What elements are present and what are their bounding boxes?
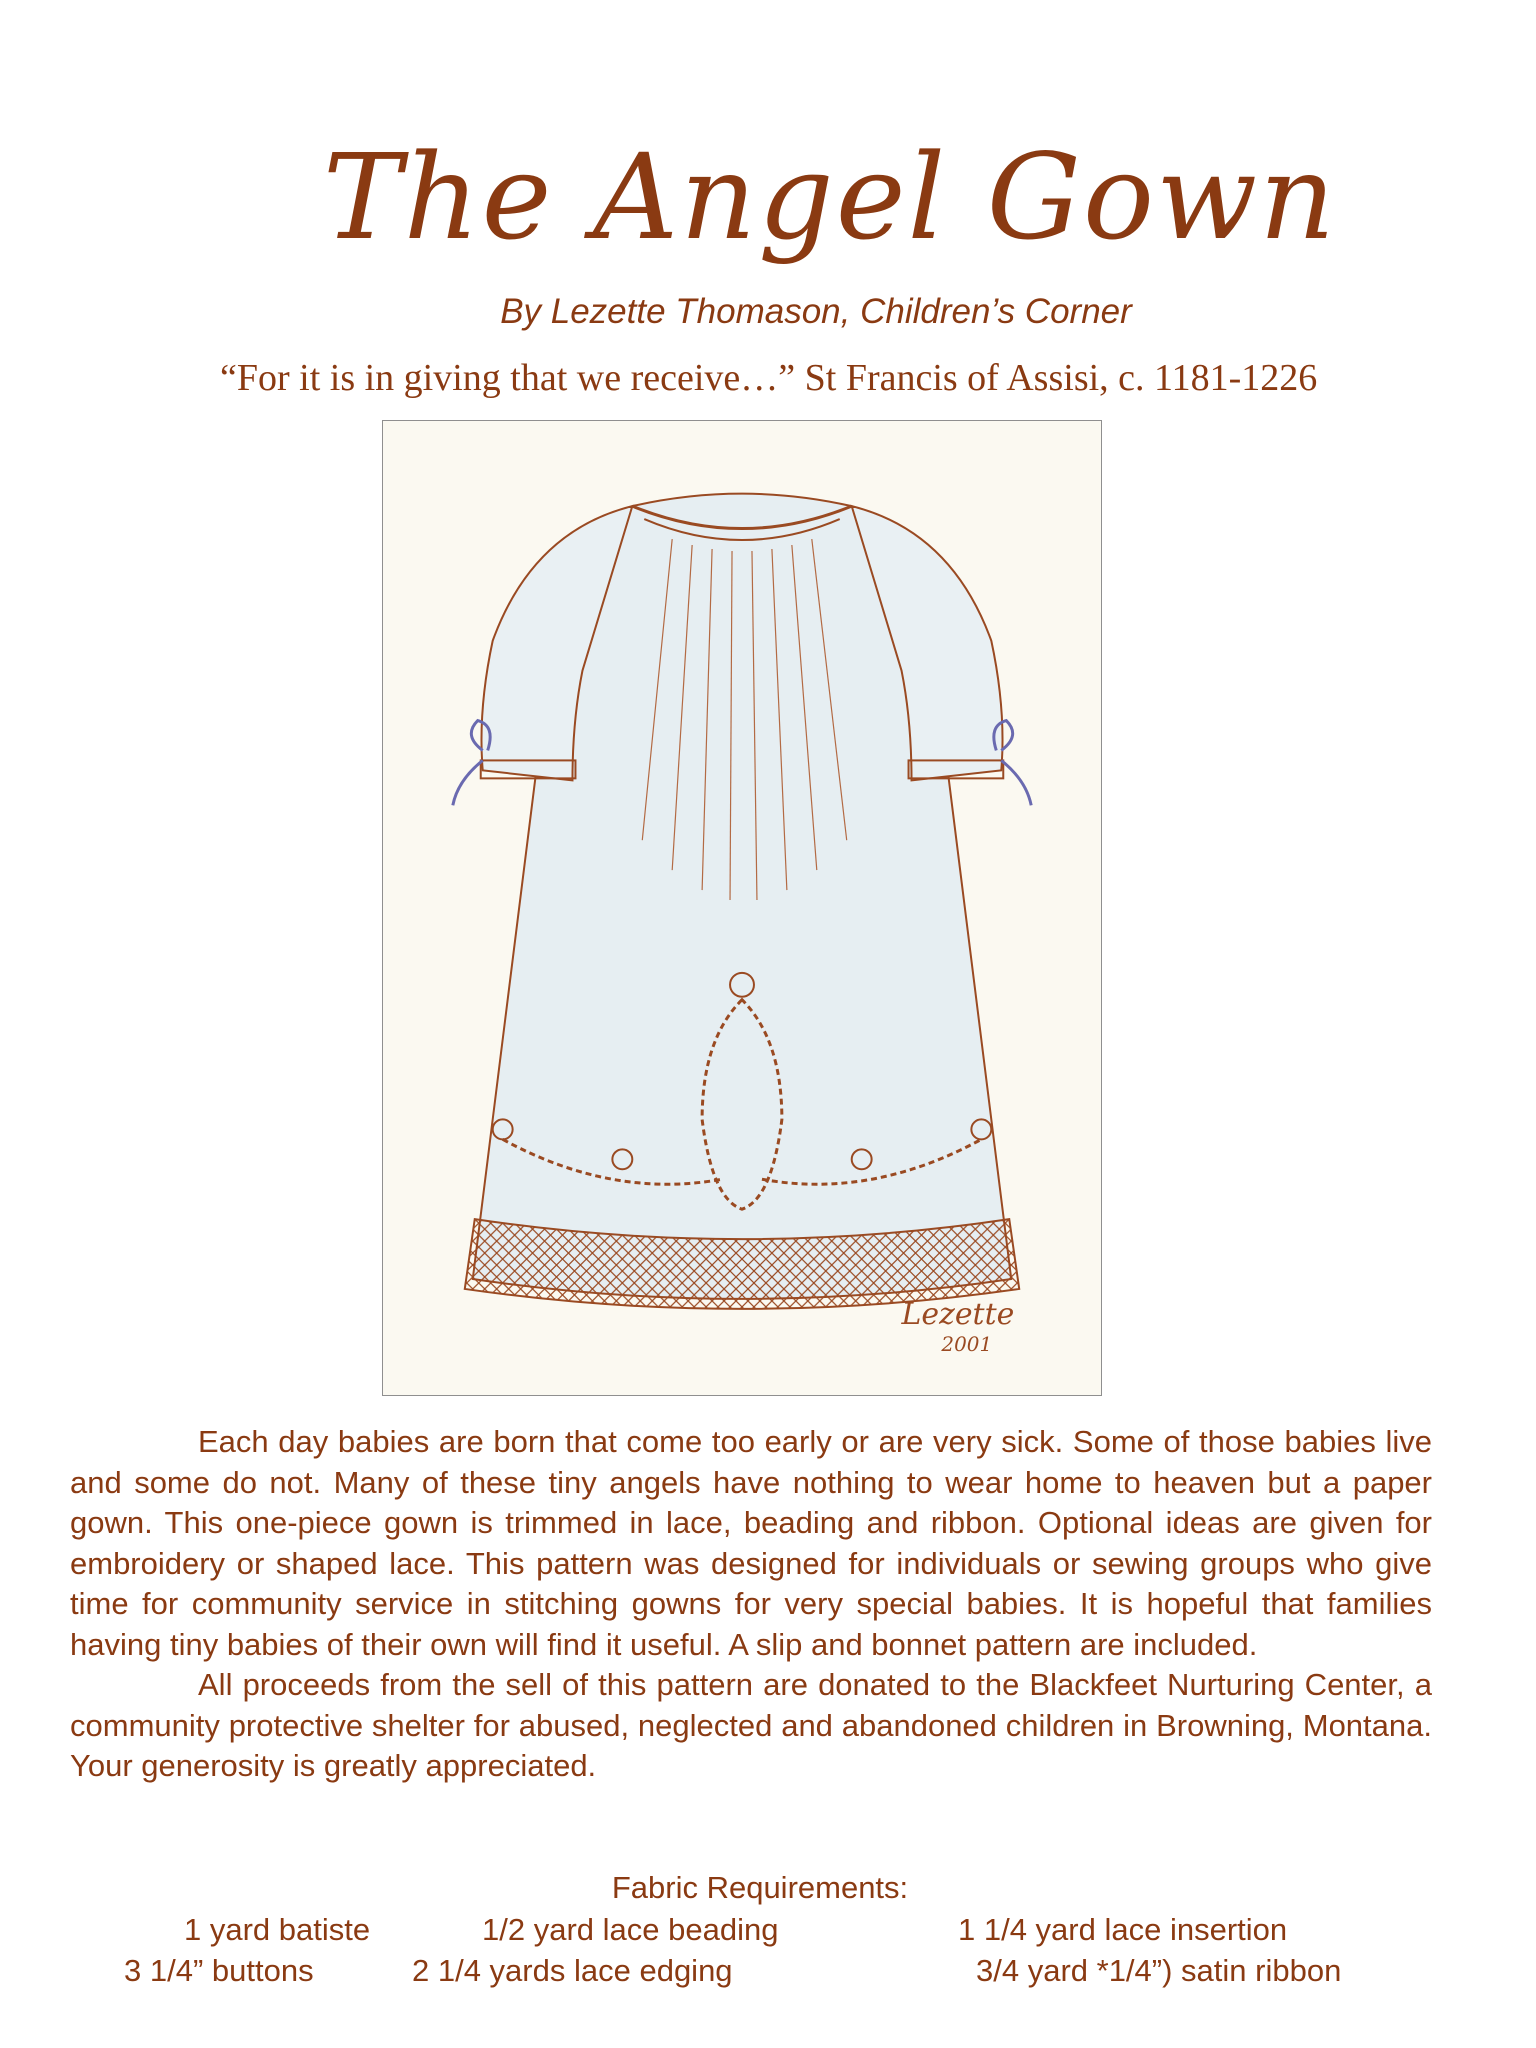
fabric-item: 2 1/4 yards lace edging <box>412 1953 733 1988</box>
description <box>70 1422 1432 1787</box>
gown-drawing <box>383 421 1101 1395</box>
page-title: The Angel Gown <box>322 128 1338 266</box>
paragraph-proceeds: All proceeds from the sell of this pattern are donated to the Blackfeet Nurturing Center, a community protective shelter for abused, neglected and abandoned children in Browning, Montana. Your generosity is greatly appreciated. <box>70 1667 1432 1783</box>
artist-signature: Lezette <box>901 1296 1015 1332</box>
fabric-requirements-heading: Fabric Requirements: <box>611 1870 909 1905</box>
author-byline: By Lezette Thomason, Children’s Corner <box>500 292 1132 331</box>
fabric-item: 3/4 yard *1/4”) satin ribbon <box>976 1953 1342 1988</box>
paragraph-intro: Each day babies are born that come too early or are very sick. Some of those babies live and some do not. Many of these tiny angels have nothing to wear home to heaven but a paper gown. This one-piece gown is trimmed in lace, beading and ribbon. Optional ideas are given for embroidery or shaped lace. This pattern was designed for individuals or sewing groups who give time for community service in stitching gowns for very special babies. It is hopeful that families having tiny babies of their own will find it useful. A slip and bonnet pattern are included. <box>70 1424 1432 1662</box>
gown-illustration <box>382 420 1102 1396</box>
fabric-item: 1/2 yard lace beading <box>482 1912 779 1947</box>
fabric-item: 3 1/4” buttons <box>124 1953 314 1988</box>
artwork-year: 2001 <box>941 1331 993 1356</box>
fabric-item: 1 1/4 yard lace insertion <box>958 1912 1288 1947</box>
fabric-item: 1 yard batiste <box>184 1912 371 1947</box>
quote: “For it is in giving that we receive…” St Francis of Assisi, c. 1181-1226 <box>220 357 1318 399</box>
